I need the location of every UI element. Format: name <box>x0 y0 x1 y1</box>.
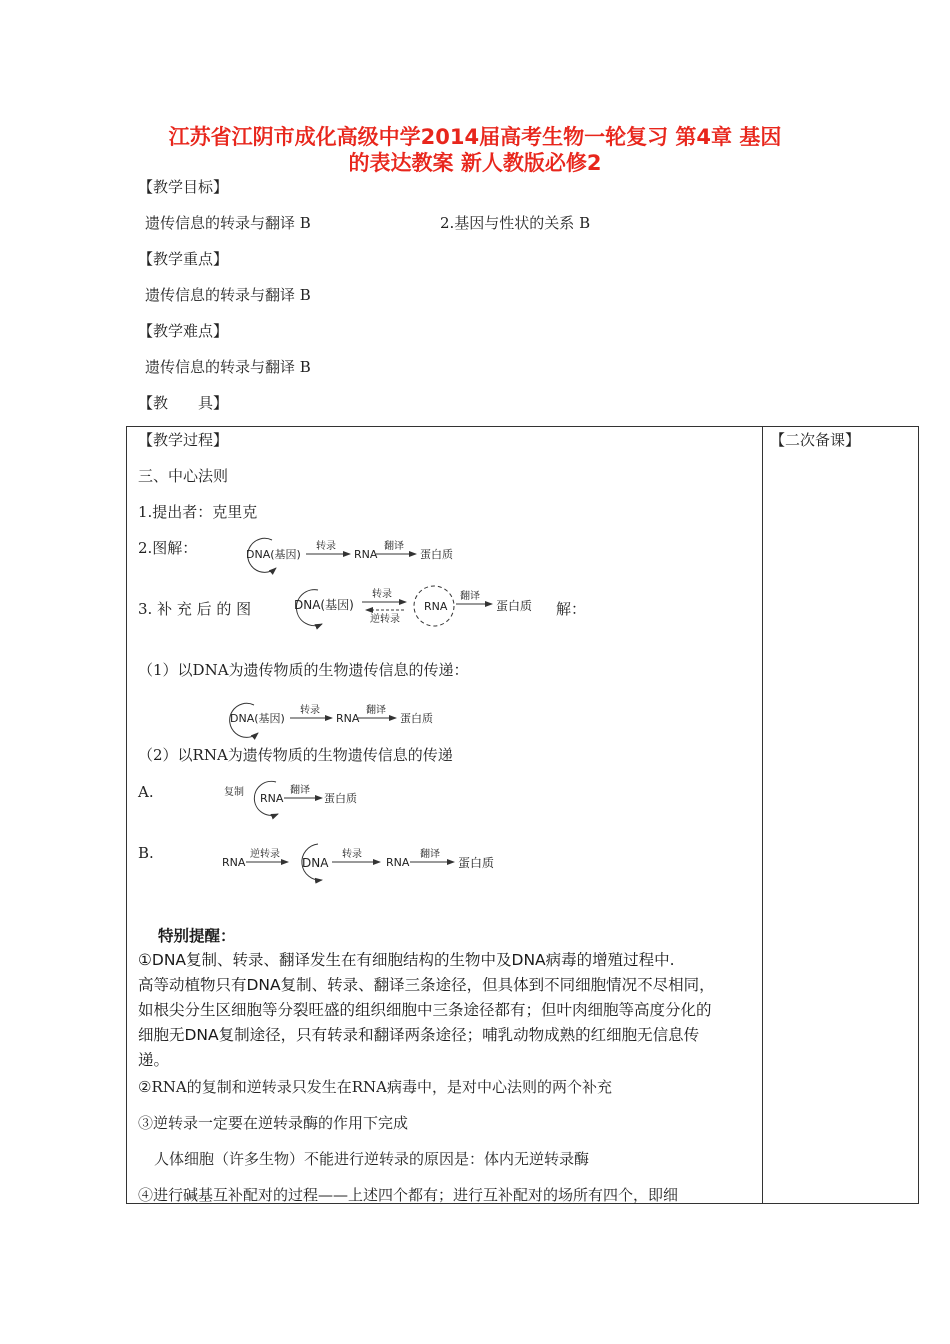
case-b-translation: 翻译 <box>420 849 440 860</box>
case-b-protein: 蛋白质 <box>458 856 495 870</box>
case-a-protein: 蛋白质 <box>324 792 357 805</box>
side-notes-heading: 【二次备课】 <box>770 431 861 449</box>
case-b-rna-start: RNA <box>222 856 246 869</box>
dna-organism-case: （1）以DNA为遗传物质的生物遗传信息的传递： <box>138 661 469 679</box>
goal-item-2: 2.基因与性状的关系 B <box>440 214 591 232</box>
supp-diagram-transcription: 转录 <box>372 589 392 600</box>
section-title: 三、中心法则 <box>138 467 229 485</box>
diagram-transcription-label: 转录 <box>316 541 336 552</box>
reminder-note-1e: 递。 <box>138 1051 170 1069</box>
case-b-transcription: 转录 <box>342 849 362 860</box>
goals-heading: 【教学目标】 <box>138 178 229 196</box>
case-b-rna: RNA <box>386 856 410 869</box>
diagram-translation-label: 翻译 <box>384 541 404 552</box>
reminder-note-1b: 高等动植物只有DNA复制、转录、翻译三条途径，但具体到不同细胞情况不尽相同， <box>138 976 715 994</box>
focus-text: 遗传信息的转录与翻译 B <box>145 286 311 304</box>
diagram-label: 2.图解： <box>138 539 198 557</box>
process-heading: 【教学过程】 <box>138 431 229 449</box>
tools-heading: 【教 具】 <box>138 394 229 412</box>
document-title-line2: 的表达教案 新人教版必修2 <box>348 151 602 175</box>
supplemented-central-dogma-diagram <box>282 584 544 632</box>
supp-diagram-translation: 翻译 <box>460 591 480 602</box>
reminder-heading: 特别提醒： <box>158 927 236 945</box>
supplemented-diagram-label: 3. 补 充 后 的 图 <box>138 600 252 618</box>
case-a-replication: 复制 <box>224 787 244 798</box>
dna-case-transcription: 转录 <box>300 705 320 716</box>
case-b-label: B. <box>138 844 154 862</box>
rna-organism-case: （2）以RNA为遗传物质的生物遗传信息的传递 <box>138 746 453 764</box>
central-dogma-diagram <box>236 534 466 576</box>
diagram-protein: 蛋白质 <box>420 548 453 561</box>
reminder-note-3b: 人体细胞（许多生物）不能进行逆转录的原因是：体内无逆转录酶 <box>154 1150 590 1168</box>
case-a-rna: RNA <box>260 792 284 805</box>
case-a-label: A. <box>138 783 154 801</box>
supp-diagram-reverse-transcription: 逆转录 <box>370 614 400 625</box>
reminder-note-1c: 如根尖分生区细胞等分裂旺盛的组织细胞中三条途径都有；但叶肉细胞等高度分化的 <box>138 1001 712 1019</box>
reminder-note-2: ②RNA的复制和逆转录只发生在RNA病毒中，是对中心法则的两个补充 <box>138 1078 612 1096</box>
reverse-transcription-diagram <box>218 838 508 888</box>
dna-organism-diagram <box>218 700 448 740</box>
case-b-dna: DNA <box>302 856 329 870</box>
reminder-note-3: ③逆转录一定要在逆转录酶的作用下完成 <box>138 1114 409 1132</box>
supplemented-diagram-label-suffix: 解： <box>556 600 587 618</box>
rna-replication-diagram <box>222 778 382 820</box>
dna-case-rna: RNA <box>336 712 360 725</box>
difficulty-heading: 【教学难点】 <box>138 322 229 340</box>
supp-diagram-rna: RNA <box>424 600 448 613</box>
case-b-reverse-transcription: 逆转录 <box>250 849 280 860</box>
supp-diagram-protein: 蛋白质 <box>496 599 533 613</box>
dna-case-translation: 翻译 <box>366 705 386 716</box>
dna-case-protein: 蛋白质 <box>400 712 433 725</box>
case-a-translation: 翻译 <box>290 785 310 796</box>
diagram-dna-gene: DNA(基因) <box>246 548 301 561</box>
supp-diagram-dna-gene: DNA(基因) <box>294 598 354 612</box>
focus-heading: 【教学重点】 <box>138 250 229 268</box>
diagram-rna: RNA <box>354 548 378 561</box>
document-title-line1: 江苏省江阴市成化高级中学2014届高考生物一轮复习 第4章 基因 <box>168 125 782 149</box>
reminder-note-1d: 细胞无DNA复制途径，只有转录和翻译两条途径；哺乳动物成熟的红细胞无信息传 <box>138 1026 700 1044</box>
reminder-note-4: ④进行碱基互补配对的过程——上述四个都有；进行互补配对的场所有四个，即细 <box>138 1186 679 1204</box>
proposer-line: 1.提出者：克里克 <box>138 503 258 521</box>
dna-case-dna-gene: DNA(基因) <box>230 712 285 725</box>
table-column-divider <box>762 426 763 1204</box>
reminder-note-1: ①DNA复制、转录、翻译发生在有细胞结构的生物中及DNA病毒的增殖过程中. <box>138 951 675 969</box>
difficulty-text: 遗传信息的转录与翻译 B <box>145 358 311 376</box>
goal-item-1: 遗传信息的转录与翻译 B <box>145 214 311 232</box>
